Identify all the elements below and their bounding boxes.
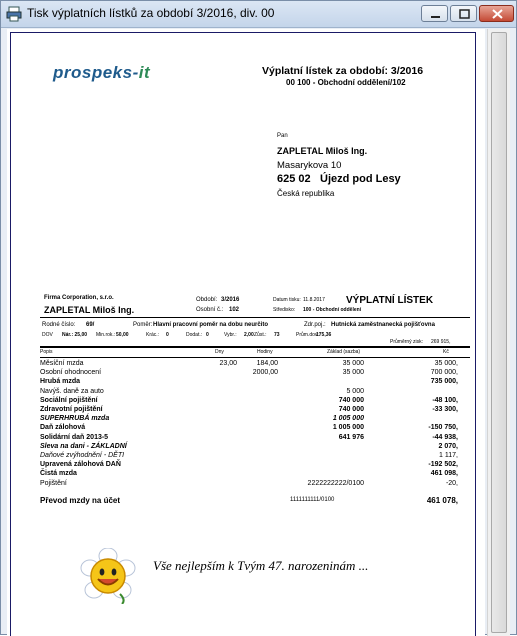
close-icon (480, 6, 515, 23)
table-row (40, 443, 480, 452)
cost-center-value: 100 - Obchodní oddělení (303, 307, 362, 313)
stat-value: 2,00 (244, 332, 254, 338)
row-base: 2222222222/0100 (307, 479, 364, 487)
row-base: 35 000 (342, 360, 364, 367)
payslip-title: Výplatní lístek za období: 3/2016 (262, 65, 424, 77)
transfer-row (40, 496, 480, 507)
row-label: Sleva na dani - ZÁKLADNÍ (40, 442, 127, 450)
table-row (40, 388, 480, 397)
avg-label: Průměrný zisk: (390, 339, 424, 345)
stat-label: Vybr.: (224, 332, 237, 338)
table-row (40, 470, 480, 479)
table-row (40, 424, 480, 433)
row-days: 23,00 (219, 360, 237, 367)
col-hours: Hodiny (257, 349, 273, 355)
col-amount: Kč (443, 349, 449, 355)
employee-name: ZAPLETAL Miloš Ing. (44, 305, 135, 315)
row-label: Osobní ohodnocení (40, 369, 102, 377)
row-base: 1 005 000 (332, 415, 364, 423)
stat-value: 0 (166, 332, 169, 338)
col-base: Základ (sazba) (327, 349, 361, 355)
insurance-label: Zdr.poj.: (304, 322, 326, 328)
avg-value: 269 915, (431, 339, 451, 345)
personal-no-label: Osobní č.: (196, 307, 224, 313)
row-label: Upravená zálohová DAŇ (40, 461, 121, 469)
recipient-city: Újezd pod Lesy (320, 173, 401, 185)
row-base: 740 000 (338, 406, 364, 413)
table-row (40, 406, 480, 415)
transfer-amount: 461 078, (426, 496, 458, 505)
window-title: Tisk výplatních lístků za období 3/2016, div. 00 (27, 6, 275, 20)
row-base: 641 976 (338, 433, 364, 441)
birth-no-label: Rodné číslo: (42, 322, 76, 328)
payslip-department: 00 100 - Obchodní oddělení/102 (286, 78, 406, 87)
table-row (40, 360, 480, 369)
stat-value: Nár.: 25,00 (62, 332, 88, 338)
row-base: 740 000 (338, 396, 364, 404)
table-row (40, 378, 480, 387)
vertical-scrollbar[interactable] (487, 29, 510, 636)
table-row (40, 480, 480, 489)
row-hours: 184,00 (256, 360, 278, 367)
divider (40, 317, 470, 318)
period-value: 3/2016 (221, 297, 240, 303)
personal-no-value: 102 (229, 307, 240, 313)
period-label: Období: (196, 297, 218, 303)
row-label: Sociální pojištění (40, 396, 98, 404)
row-amount: 1 117, (439, 452, 458, 459)
minimize-icon (422, 6, 449, 23)
stat-value: 175,36 (316, 332, 332, 338)
cost-center-label: Středisko: (273, 307, 296, 313)
row-label: Hrubá mzda (40, 378, 81, 386)
company-name: Firma Corporation, s.r.o. (44, 295, 114, 301)
print-preview[interactable] (7, 29, 485, 636)
row-label: Měsíční mzda (40, 360, 84, 367)
transfer-label: Převod mzdy na účet (40, 496, 121, 505)
row-amount: -33 300, (432, 406, 458, 413)
row-amount: -150 750, (428, 424, 458, 432)
row-amount: 461 098, (430, 470, 458, 478)
row-label: Daň zálohová (40, 424, 86, 432)
table-row (40, 461, 480, 470)
stat-label: Min.rok.: (96, 332, 116, 338)
row-amount: 700 000, (430, 369, 458, 377)
row-base: 1 005 000 (332, 424, 364, 432)
row-hours: 2000,00 (252, 369, 278, 377)
maximize-button[interactable] (450, 5, 477, 22)
table-row (40, 415, 480, 424)
row-amount: 735 000, (430, 378, 458, 386)
stat-value: 73 (274, 332, 280, 338)
printer-icon (6, 6, 22, 22)
maximize-icon (451, 6, 478, 23)
recipient-salutation: Pan (277, 133, 288, 139)
recipient-name: ZAPLETAL Miloš Ing. (277, 146, 368, 156)
stat-value: 0 (206, 332, 209, 338)
row-base: 5 000 (346, 387, 364, 395)
recipient-country: Česká republika (277, 189, 335, 198)
row-amount: -44 938, (432, 433, 458, 441)
slip-heading: VÝPLATNÍ LÍSTEK (346, 295, 434, 306)
payslip-page (10, 32, 476, 636)
stat-label: DOV (42, 332, 53, 338)
row-label: SUPERHRUBÁ mzda (40, 415, 110, 423)
title-bar[interactable] (1, 1, 516, 28)
stat-label: Dodat.: (186, 332, 203, 338)
smiley-flower-icon (80, 548, 136, 604)
transfer-account: 1111111111/0100 (290, 497, 335, 503)
print-date-value: 11.8.2017 (303, 297, 325, 303)
print-date-label: Datum tisku: (273, 297, 301, 303)
divider (40, 357, 470, 358)
birthday-greeting: Vše nejlepším k Tvým 47. narozeninám ... (153, 558, 369, 573)
row-label: Solidární daň 2013-5 (40, 433, 109, 441)
col-description: Popis (40, 349, 53, 355)
row-amount: 35 000, (434, 360, 458, 367)
stat-label: Krác.: (146, 332, 160, 338)
row-label: Daňové zvýhodnění - DĚTI (40, 452, 125, 459)
row-amount: -48 100, (432, 396, 458, 404)
stat-value: 50,00 (116, 332, 129, 338)
close-button[interactable] (479, 5, 514, 22)
divider (40, 346, 470, 348)
insurance-value: Hutnická zaměstnanecká pojišťovna (331, 322, 435, 328)
row-amount: -192 502, (428, 461, 458, 469)
col-days: Dny (215, 349, 224, 355)
minimize-button[interactable] (421, 5, 448, 22)
stat-label: Zůst.: (254, 332, 267, 338)
table-row (40, 369, 480, 378)
row-amount: 2 070, (438, 442, 458, 450)
row-label: Pojištění (40, 479, 67, 487)
table-row (40, 434, 480, 443)
recipient-zip: 625 02 (277, 173, 311, 185)
row-label: Zdravotní pojištění (40, 406, 103, 413)
birth-no-value: 69/ (86, 322, 95, 328)
relation-label: Poměr: (133, 322, 153, 328)
row-label: Navýš. daně za auto (40, 387, 104, 395)
company-logo: prospeks-it (53, 63, 151, 82)
row-amount: -20, (445, 479, 458, 487)
scrollbar-thumb[interactable] (491, 32, 507, 633)
relation-value: Hlavní pracovní poměr na dobu neurčito (153, 322, 269, 328)
table-row (40, 397, 480, 406)
table-row (40, 452, 480, 461)
row-label: Čistá mzda (40, 470, 77, 478)
row-base: 35 000 (342, 369, 364, 377)
recipient-street: Masarykova 10 (277, 160, 342, 171)
stat-label: Prům.dov.: (296, 332, 320, 338)
